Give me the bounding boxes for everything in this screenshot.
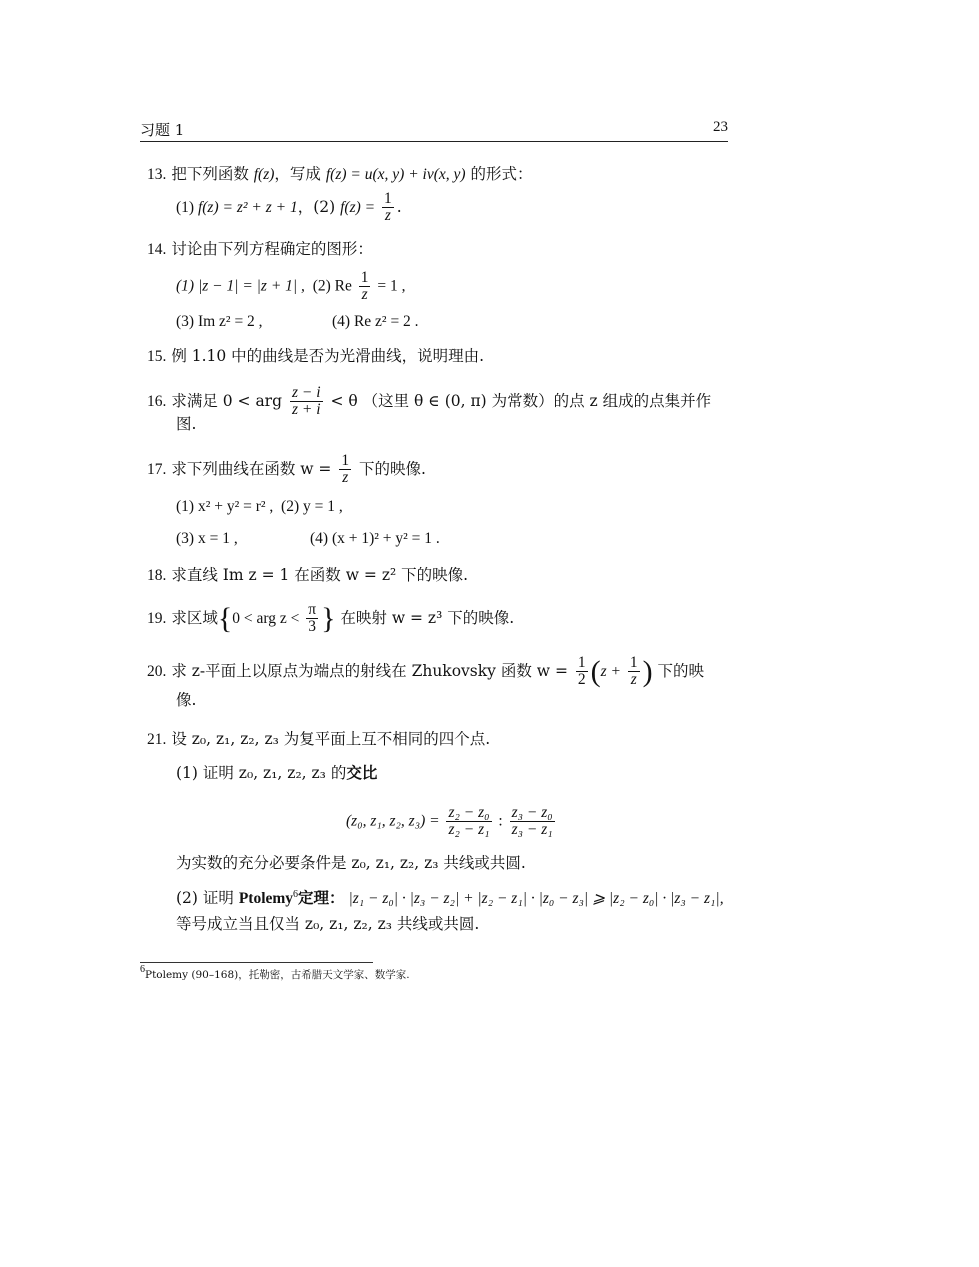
page-number: 23 (713, 119, 728, 135)
fraction: $\frac{1}{z}$ (383, 190, 392, 225)
page-header (140, 119, 728, 142)
fraction: $\frac{1}{z}$ (360, 269, 369, 304)
problem-21-part2: (2) 证明 Ptolemy$^6$定理： |z₁ − z₀| · |z₃ − z₂| + |z₂ − z₁| · |z₀ − z₃| ⩾ |z₂ − z₀| · |z₃ − z₁|, (176, 888, 724, 907)
fraction: $\frac{\text{z₂ − z₀}}{\text{z₂ − z₁}}$ (448, 804, 490, 839)
problem-13: 13. 把下列函数 f(z)，写成 f(z) = u(x, y) + iv(x, y) 的形式： (147, 165, 533, 183)
problem-21-part1: (1) 证明 z₀, z₁, z₂, z₃ 的交比 (176, 763, 378, 782)
problem-17-row1: (1) x² + y² = r² , (2) y = 1 , (176, 498, 343, 515)
problem-17-row2a: (3) x = 1 , (176, 530, 238, 547)
fraction: $\frac{\pi}{3}$ (308, 601, 317, 636)
problem-20-cont: 像. (176, 691, 197, 709)
problem-14-row1: (1) |z − 1| = |z + 1| , (2) Re $\frac{1}{z}$ = 1 , (176, 269, 406, 304)
problem-21: 21. 设 z₀, z₁, z₂, z₃ 为复平面上互不相同的四个点. (147, 730, 491, 748)
problem-13-subparts: (1) f(z) = z² + z + 1，(2) f(z) = $\frac{1}{z}$ . (176, 190, 402, 225)
problem-17-row2b: (4) (x + 1)² + y² = 1 . (310, 530, 440, 547)
footnote: $^6$Ptolemy (90–168)，托勒密，古希腊天文学家、数学家. (140, 964, 410, 981)
problem-20: 20. 求 z-平面上以原点为端点的射线在 Zhukovsky 函数 w = $\frac{1}{2}$ (z + $\frac{1}{z}$ ) 下的映 (147, 654, 705, 689)
footnote-rule (140, 962, 373, 963)
problem-21-part2-cont: 等号成立当且仅当 z₀, z₁, z₂, z₃ 共线或共圆. (176, 915, 480, 933)
problem-16-cont: 图. (176, 415, 197, 433)
cross-ratio-formula: (z₀, z₁, z₂, z₃) = $\frac{\text{z₂ − z₀}}{\text{z₂ − z₁}}$ : $\frac{\text{z₃ − z₀}}{\text{z₃ − z₁}}$ (346, 804, 553, 839)
fraction: $\frac{1}{2}$ (577, 654, 586, 689)
problem-19: 19. 求区域{0 < arg z < $\frac{\pi}{3}$ } 在映射 w = z³ 下的映像. (147, 601, 515, 636)
problem-15: 15. 例 1.10 中的曲线是否为光滑曲线，说明理由. (147, 347, 485, 365)
problem-17: 17. 求下列曲线在函数 w = $\frac{1}{z}$ 下的映像. (147, 452, 426, 487)
problem-14-row2b: (4) Re z² = 2 . (332, 313, 419, 330)
fraction: $\frac{1}{z}$ (629, 654, 638, 689)
problem-16: 16. 求满足 0 < arg $\frac{z - i}{z + i}$ < θ （这里 θ ∈ (0, π) 为常数）的点 z 组成的点集并作 (147, 384, 712, 419)
problem-21-part1-cont: 为实数的充分必要条件是 z₀, z₁, z₂, z₃ 共线或共圆. (176, 854, 526, 872)
chapter-title: 习题 1 (140, 121, 185, 139)
fraction: $\frac{z - i}{z + i}$ (291, 384, 321, 419)
problem-18: 18. 求直线 Im z = 1 在函数 w = z² 下的映像. (147, 566, 469, 584)
problem-14: 14. 讨论由下列方程确定的图形： (147, 240, 373, 258)
fraction: $\frac{\text{z₃ − z₀}}{\text{z₃ − z₁}}$ (511, 804, 553, 839)
fraction: $\frac{1}{z}$ (341, 452, 350, 487)
problem-14-row2: (3) Im z² = 2 , (176, 313, 263, 330)
